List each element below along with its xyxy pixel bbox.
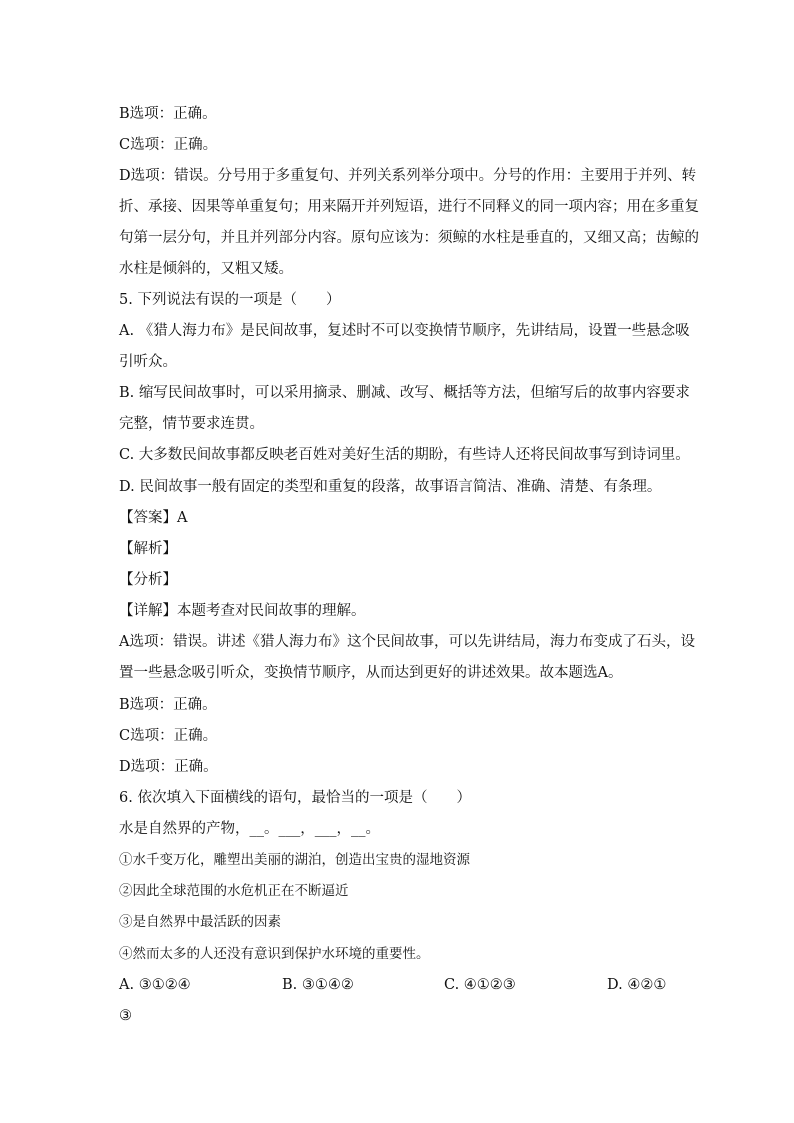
question-6: 6. 依次填入下面横线的语句，最恰当的一项是（ ） [119,790,471,806]
paragraph-line: 置一些悬念吸引听众，变换情节顺序，从而达到更好的讲述效果。故本题选A。 [119,665,623,681]
option-d-explanation: D选项：正确。 [119,759,218,775]
answer-label: 【答案】A [119,510,188,526]
question-6-option-d-continued: ③ [119,1008,132,1024]
question-6-option-a: A. ③①②④ [119,977,191,993]
paragraph-line: 水柱是倾斜的，又粗又矮。 [119,261,293,277]
question-5-option-c: C. 大多数民间故事都反映老百姓对美好生活的期盼，有些诗人还将民间故事写到诗词里。 [119,447,690,463]
detail-label: 【详解】本题考查对民间故事的理解。 [119,603,366,619]
paragraph-line: 句第一层分句，并且并列部分内容。原句应该为：须鲸的水柱是垂直的，又细又高；齿鲸的 [119,230,699,246]
paragraph-line: 折、承接、因果等单重复句；用来隔开并列短语，进行不同释义的同一项内容；用在多重复 [119,199,699,215]
paragraph-line: 引听众。 [119,354,177,370]
question-6-option-c: C. ④①②③ [444,977,516,993]
question-6-stem: 水是自然界的产物，__。___，___，__。 [119,821,380,837]
sentence-4: ④然而太多的人还没有意识到保护水环境的重要性。 [119,946,430,962]
question-6-option-b: B. ③①④② [282,977,354,993]
option-b-explanation: B选项：正确。 [119,106,217,122]
sentence-3: ③是自然界中最活跃的因素 [119,914,281,930]
sentence-2: ②因此全球范围的水危机正在不断逼近 [119,883,349,899]
question-5-option-d: D. 民间故事一般有固定的类型和重复的段落，故事语言简洁、准确、清楚、有条理。 [119,479,662,495]
question-5-option-a: A. 《猎人海力布》是民间故事，复述时不可以变换情节顺序，先讲结局，设置一些悬念吸 [119,323,690,339]
question-5: 5. 下列说法有误的一项是（ ） [119,292,341,308]
option-d-explanation: D选项：错误。分号用于多重复句、并列关系列举分项中。分号的作用：主要用于并列、转 [119,168,697,184]
question-6-option-d: D. ④②① [607,977,667,993]
analysis-sub-label: 【分析】 [119,572,177,588]
analysis-label: 【解析】 [119,541,177,557]
option-c-explanation: C选项：正确。 [119,137,218,153]
question-5-option-b: B. 缩写民间故事时，可以采用摘录、删减、改写、概括等方法，但缩写后的故事内容要求 [119,385,690,401]
option-c-explanation: C选项：正确。 [119,728,218,744]
option-b-explanation: B选项：正确。 [119,697,217,713]
sentence-1: ①水千变万化，雕塑出美丽的湖泊，创造出宝贵的湿地资源 [119,852,470,868]
paragraph-line: 完整，情节要求连贯。 [119,416,264,432]
option-a-explanation: A选项：错误。讲述《猎人海力布》这个民间故事，可以先讲结局，海力布变成了石头，设 [119,634,695,650]
